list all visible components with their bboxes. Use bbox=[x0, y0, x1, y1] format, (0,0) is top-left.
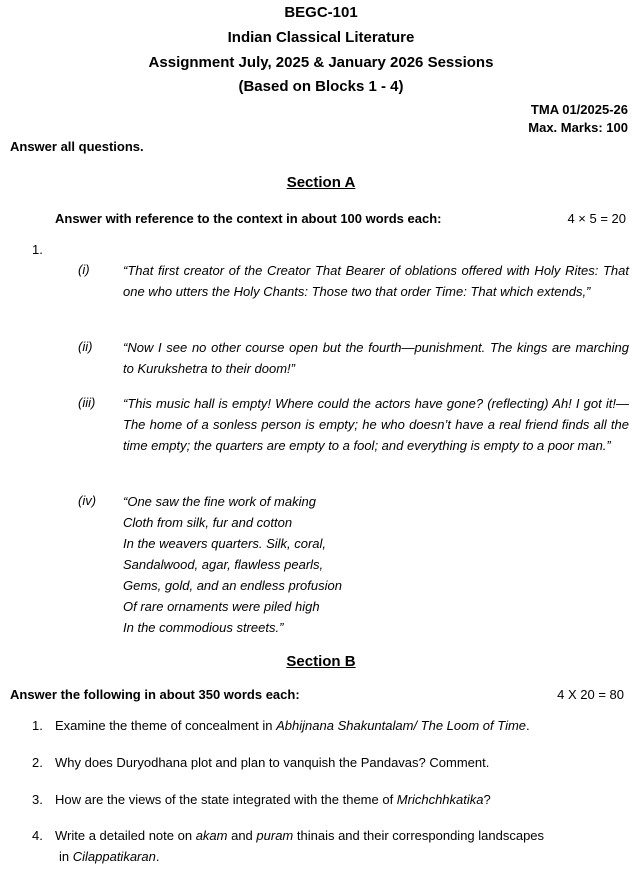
item-label: (i) bbox=[78, 262, 90, 277]
verse-line: Sandalwood, agar, flawless pearls, bbox=[123, 557, 324, 572]
section-a-heading: Section A bbox=[286, 174, 356, 191]
quotation-text: “Now I see no other course open but the fourth—punishment. The kings are marching to Kurukshetra to their doom!” bbox=[123, 340, 629, 376]
item-label: (iii) bbox=[78, 395, 96, 410]
section-b-instruction: Answer the following in about 350 words each: bbox=[10, 687, 300, 702]
verse-line: Gems, gold, and an endless profusion bbox=[123, 578, 342, 593]
verse-line: In the commodious streets.” bbox=[123, 620, 284, 635]
general-instruction: Answer all questions. bbox=[10, 139, 144, 154]
quotation-text: “This music hall is empty! Where could the actors have gone? (reflecting) Ah! I got it!—The home of a sonless person is empty; he who doesn’t have a real friend finds all the time empty; the quarters are empty to a fool; and everything is empty to a poor man.” bbox=[123, 396, 629, 453]
section-b-marks: 4 X 20 = 80 bbox=[557, 687, 624, 702]
tma-code: TMA 01/2025-26 bbox=[530, 102, 628, 117]
question-text: How are the views of the state integrated with the theme of Mrichchhkatika? bbox=[55, 792, 491, 807]
item-label: (iv) bbox=[78, 493, 97, 508]
max-marks: Max. Marks: 100 bbox=[528, 120, 628, 135]
verse-line: “One saw the fine work of making bbox=[123, 494, 316, 509]
verse-line: Of rare ornaments were piled high bbox=[123, 599, 320, 614]
section-b-heading: Section B bbox=[286, 653, 356, 670]
question-number: 1. bbox=[32, 242, 43, 257]
assignment-title: Assignment July, 2025 & January 2026 Sessions bbox=[148, 54, 494, 71]
question-text: Write a detailed note on akam and puram thinais and their corresponding landscapes in Cilappatikaran. bbox=[55, 828, 545, 864]
question-number: 1. bbox=[32, 718, 43, 733]
course-title: Indian Classical Literature bbox=[227, 29, 415, 46]
verse-line: Cloth from silk, fur and cotton bbox=[123, 515, 293, 530]
blocks-note: (Based on Blocks 1 - 4) bbox=[238, 78, 404, 95]
question-text: Examine the theme of concealment in Abhijnana Shakuntalam/ The Loom of Time. bbox=[55, 718, 530, 733]
question-number: 3. bbox=[32, 792, 43, 807]
course-code: BEGC-101 bbox=[284, 4, 358, 21]
item-label: (ii) bbox=[78, 339, 93, 354]
section-a-marks: 4 × 5 = 20 bbox=[567, 211, 626, 226]
quotation-text: “That first creator of the Creator That Bearer of oblations offered with Holy Rites: That one who utters the Holy Chants: Those two that order Time: That which extends,” bbox=[123, 263, 629, 299]
question-number: 4. bbox=[32, 828, 43, 843]
verse-line: In the weavers quarters. Silk, coral, bbox=[123, 536, 327, 551]
verse-quotation bbox=[123, 491, 629, 638]
section-a-instruction: Answer with reference to the context in about 100 words each: bbox=[55, 211, 442, 226]
question-text: Why does Duryodhana plot and plan to vanquish the Pandavas? Comment. bbox=[55, 755, 490, 770]
question-number: 2. bbox=[32, 755, 43, 770]
